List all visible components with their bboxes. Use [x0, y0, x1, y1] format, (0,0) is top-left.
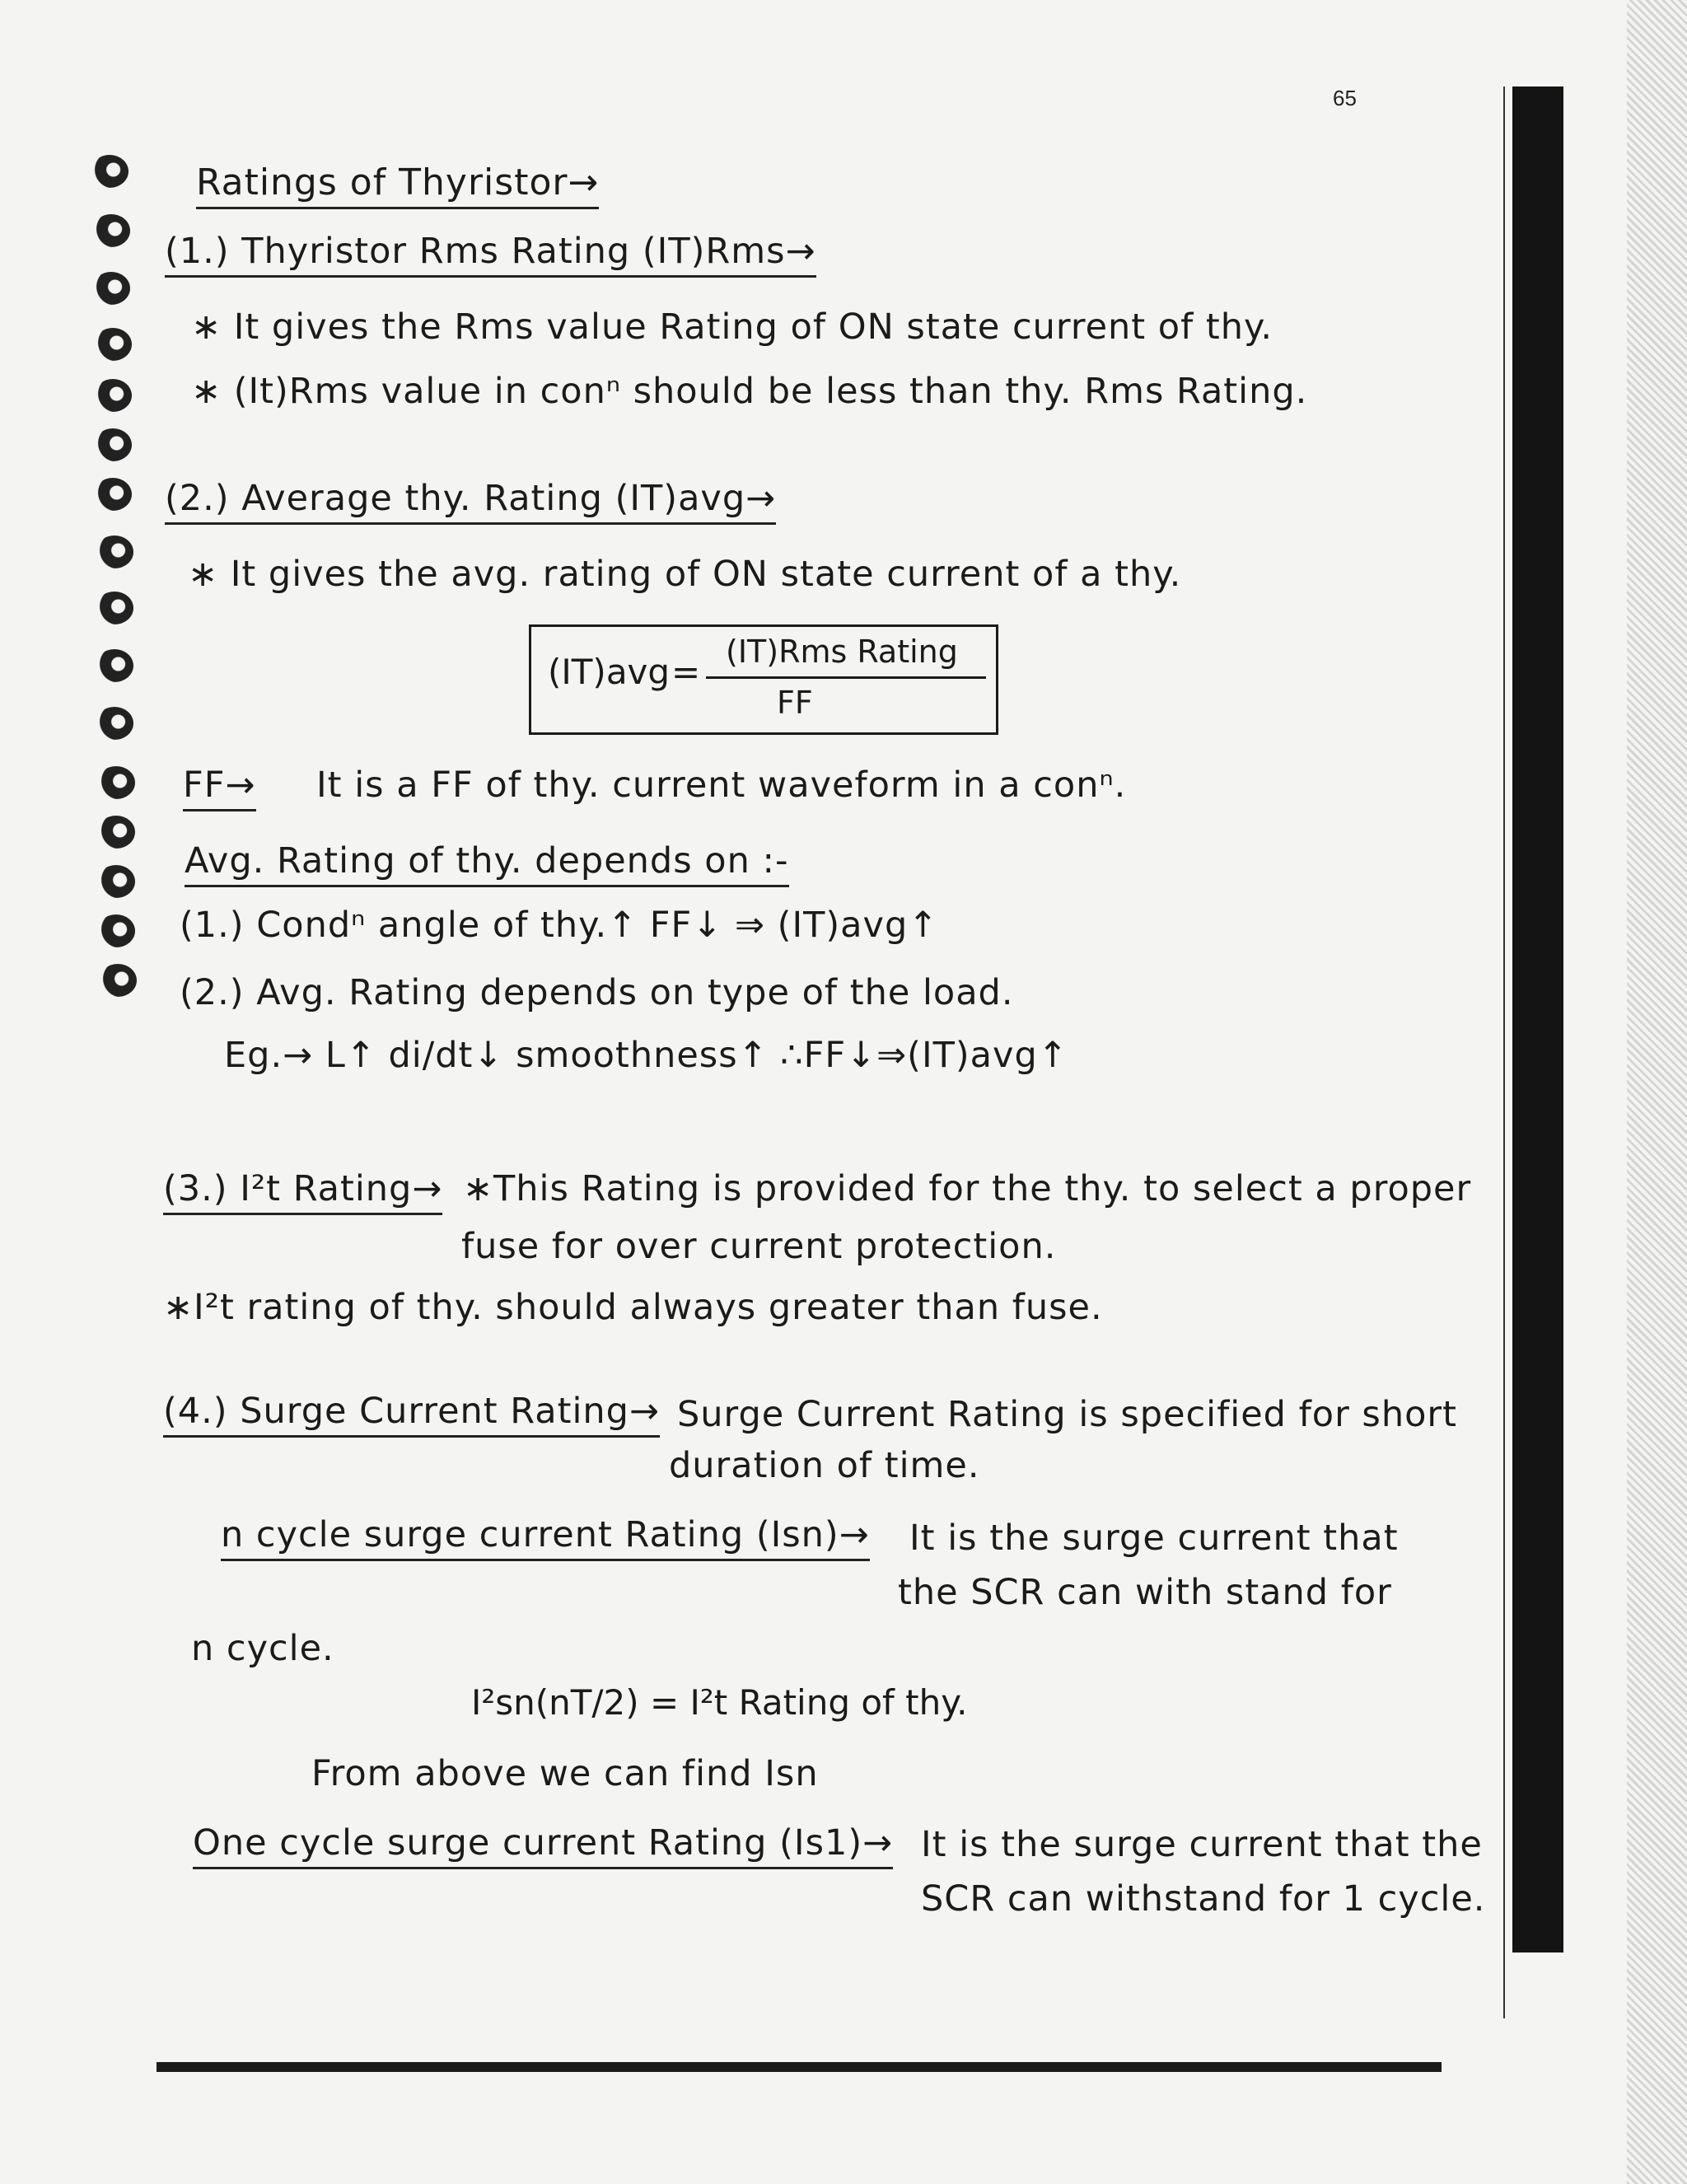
section-4-text-2: duration of time. — [669, 1445, 980, 1486]
section-1-bullet-1: ∗ It gives the Rms value Rating of ON state current of thy. — [191, 306, 1273, 348]
depends-example: Eg.→ L↑ di/dt↓ smoothness↑ ∴FF↓⇒(IT)avg↑ — [224, 1035, 1068, 1076]
formula-denominator: FF — [777, 685, 813, 721]
binding-hole — [94, 379, 132, 412]
n-cycle-text-2: the SCR can with stand for — [898, 1572, 1392, 1613]
binding-hole — [97, 865, 135, 898]
depends-item-2: (2.) Avg. Rating depends on type of the load. — [180, 972, 1014, 1013]
one-cycle-heading: One cycle surge current Rating (Is1)→ — [193, 1822, 893, 1869]
binding-hole — [94, 328, 132, 361]
fraction-bar — [706, 676, 986, 679]
from-above-text: From above we can find Isn — [311, 1753, 819, 1794]
bottom-rule — [157, 2062, 1442, 2072]
section-3-bullet-1: ∗I²t rating of thy. should always greater than fuse. — [163, 1287, 1103, 1328]
binding-hole — [92, 272, 130, 305]
section-2-heading: (2.) Average thy. Rating (IT)avg→ — [165, 478, 776, 525]
binding-hole — [97, 816, 135, 849]
section-3-text-1: ∗This Rating is provided for the thy. to select a proper — [463, 1168, 1472, 1209]
spiral-binding — [91, 115, 157, 1401]
page-title: Ratings of Thyristor→ — [196, 161, 599, 209]
ff-label: FF→ — [183, 765, 256, 811]
scan-edge-texture — [1627, 0, 1687, 2184]
binding-hole — [97, 766, 135, 799]
page-number: 65 — [1333, 86, 1357, 110]
section-3-heading: (3.) I²t Rating→ — [163, 1168, 442, 1215]
binding-shadow-bar — [1512, 87, 1563, 1953]
binding-hole — [99, 964, 137, 997]
one-cycle-text-2: SCR can withstand for 1 cycle. — [921, 1878, 1486, 1920]
n-cycle-text-1: It is the surge current that — [909, 1518, 1399, 1559]
binding-hole — [91, 155, 129, 188]
formula-lhs: (IT)avg — [548, 652, 671, 692]
ff-definition: It is a FF of thy. current waveform in a conⁿ. — [316, 765, 1127, 806]
depends-heading: Avg. Rating of thy. depends on :- — [185, 840, 789, 887]
section-1-heading: (1.) Thyristor Rms Rating (IT)Rms→ — [165, 231, 816, 278]
section-3-text-2: fuse for over current protection. — [461, 1226, 1057, 1267]
binding-hole — [94, 478, 132, 511]
binding-hole — [96, 707, 133, 740]
formula-equals: = — [671, 652, 701, 692]
section-2-bullet-1: ∗ It gives the avg. rating of ON state current of a thy. — [188, 554, 1182, 595]
n-cycle-heading: n cycle surge current Rating (Isn)→ — [221, 1514, 870, 1561]
margin-rule — [1503, 87, 1505, 2018]
one-cycle-text-1: It is the surge current that the — [921, 1824, 1483, 1865]
depends-item-1: (1.) Condⁿ angle of thy.↑ FF↓ ⇒ (IT)avg↑ — [180, 905, 939, 946]
binding-hole — [94, 428, 132, 461]
binding-hole — [96, 592, 133, 624]
binding-hole — [96, 535, 133, 568]
binding-hole — [96, 649, 133, 682]
formula-numerator: (IT)Rms Rating — [726, 634, 958, 670]
section-4-heading: (4.) Surge Current Rating→ — [163, 1391, 660, 1438]
n-cycle-text-3: n cycle. — [191, 1628, 334, 1669]
isn-equation: I²sn(nT/2) = I²t Rating of thy. — [471, 1682, 968, 1723]
binding-hole — [92, 214, 130, 247]
binding-hole — [97, 914, 135, 947]
section-4-text-1: Surge Current Rating is specified for short — [677, 1394, 1457, 1435]
avg-rating-formula — [529, 624, 998, 735]
section-1-bullet-2: ∗ (It)Rms value in conⁿ should be less than thy. Rms Rating. — [191, 371, 1308, 412]
